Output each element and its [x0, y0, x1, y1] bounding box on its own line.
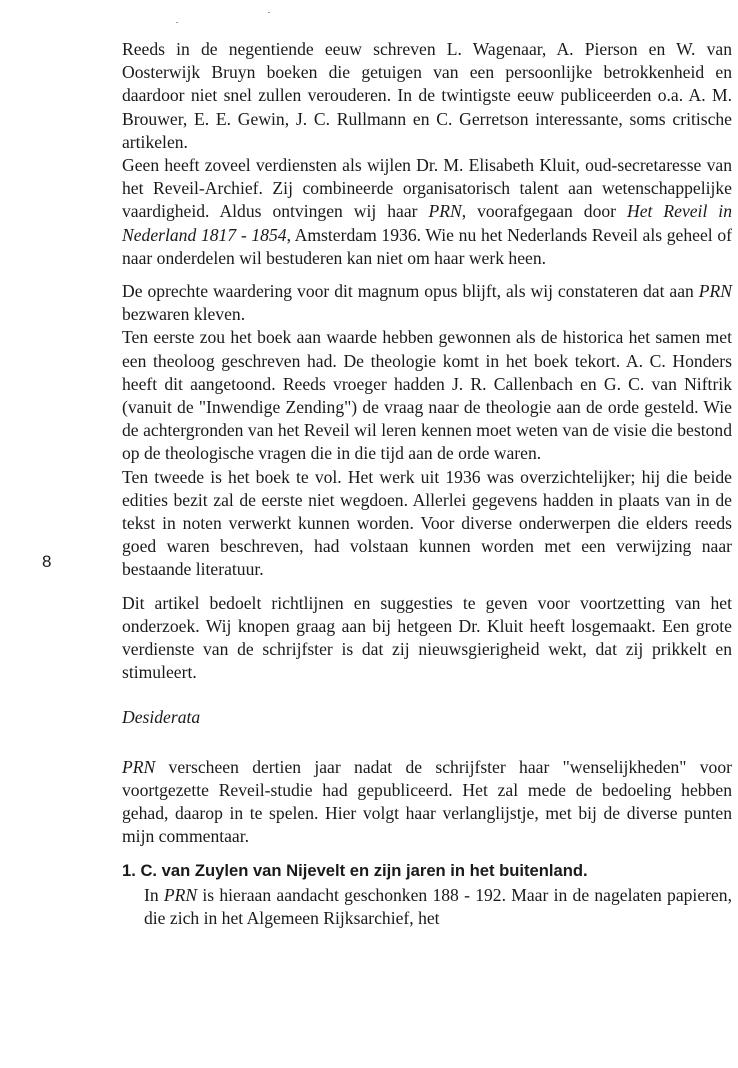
- body-text: [122, 38, 732, 930]
- paragraph: Geen heeft zoveel verdiensten als wijlen Dr. M. Elisabeth Kluit, oud-secretaresse van het Reveil-Archief. Zij combineerde organisatorisch talent aan wetenschappelijke vaardigheid. Aldus ontvingen wij haar PRN, voorafgegaan door Het Reveil in Nederland 1817 - 1854, Amsterdam 1936. Wie nu het Nederlands Reveil als geheel of naar onderdelen wil bestuderen kan niet om haar werk heen.: [122, 155, 732, 268]
- page-number: 8: [42, 552, 52, 571]
- section-heading: Desiderata: [122, 707, 201, 728]
- paragraph: Ten tweede is het boek te vol. Het werk uit 1936 was overzichtelijker; hij die beide edities bezit zal de eerste niet wegdoen. Allerlei gegevens hadden in plaats van in de tekst in noten verwerkt kunnen worden. Voor diverse onderwerpen die elders reeds goed waren beschreven, had volstaan kunnen worden met een verwijzing naar bestaande literatuur.: [122, 466, 732, 580]
- paragraph: Dit artikel bedoelt richtlijnen en suggesties te geven voor voortzetting van het onderzoek. Wij knopen graag aan bij hetgeen Dr. Kluit heeft losgemaakt. Een grote verdienste van de schrijfster is dat zij nieuwsgierigheid wekt, dat zij prikkelt en stimuleert.: [122, 592, 732, 683]
- paragraph: PRN verscheen dertien jaar nadat de schrijfster haar "wenselijkheden" voor voortgezette Reveil-studie had gepubliceerd. Het zal mede de bedoeling hebben gehad, daarop in te spelen. Hier volgt haar verlanglijstje, met bij de diverse punten mijn commentaar.: [122, 756, 732, 847]
- scan-speck: [176, 22, 178, 23]
- paragraph: Reeds in de negentiende eeuw schreven L. Wagenaar, A. Pierson en W. van Oosterwijk Bruyn boeken die getuigen van een persoonlijke betrokkenheid en daardoor niet snel zullen verouderen. In de twintigste eeuw publiceerden o.a. A. M. Brouwer, E. E. Gewin, J. C. Rullmann en C. Gerretson interessante, soms critische artikelen.: [122, 39, 732, 152]
- paragraph: Ten eerste zou het boek aan waarde hebben gewonnen als de historica het samen met een theoloog geschreven had. De theologie komt in het boek tekort. A. C. Honders heeft dit aangetoond. Reeds vroeger hadden J. R. Callenbach en G. C. van Niftrik (vanuit de "Inwendige Zending") de vraag naar de theologie aan de orde gesteld. Wie de achtergronden van het Reveil wil leren kennen moet weten van de visie die bestond op de theologische vragen die in die tijd aan de orde waren.: [122, 327, 732, 464]
- paragraph: De oprechte waardering voor dit magnum opus blijft, als wij constateren dat aan PRN bezwaren kleven.: [122, 281, 732, 325]
- scan-speck: [268, 12, 270, 13]
- list-item-title: 1. C. van Zuylen van Nijevelt en zijn jaren in het buitenland.: [122, 860, 588, 880]
- list-item-body: In PRN is hieraan aandacht geschonken 188 - 192. Maar in de nagelaten papieren, die zich in het Algemeen Rijksarchief, het: [144, 884, 732, 928]
